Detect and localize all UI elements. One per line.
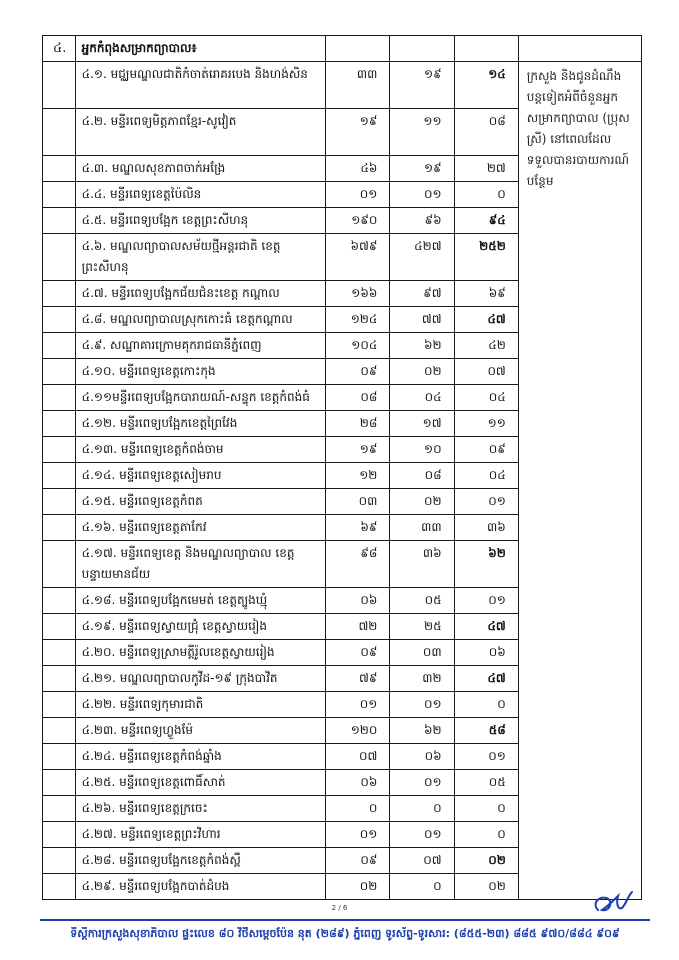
male-count: ០៧ [390, 848, 454, 874]
male-count: ១៧ [390, 411, 454, 437]
facility-name: ៤.៧. មន្ទីរពេទ្យបង្អែកជ័យជំនះខេត្ត កណ្តាល [75, 281, 326, 307]
facility-name: ៤.១៨. មន្ទីរពេទ្យបង្អែកមេមត់ ខេត្តត្បូងឃ្មុំ [75, 588, 326, 614]
row-number-cell [43, 822, 76, 848]
facility-name: ៤.១០. មន្ទីរពេទ្យខេត្តកោះកុង [75, 359, 326, 385]
female-count: ៩៤ [454, 208, 518, 234]
facility-name: ៤.២. មន្ទីរពេទ្យមិត្តភាពខ្មែរ-សូវៀត [75, 109, 326, 156]
male-count: ១៩ [390, 156, 454, 182]
female-count: ០៧ [454, 359, 518, 385]
total-count: ៧៩ [326, 666, 390, 692]
patients-table-body [43, 36, 642, 900]
male-count: ៣៦ [390, 541, 454, 588]
female-count: ១៤ [454, 62, 518, 109]
row-number-cell [43, 770, 76, 796]
row-number-cell [43, 437, 76, 463]
male-count: ០៣ [390, 640, 454, 666]
facility-name: ៤.៦. មណ្ឌលព្យាបាលសម័យថ្មីអន្តរជាតិ ខេត្តព្រះសីហនុ [75, 234, 326, 281]
total-count: ៩៨ [326, 541, 390, 588]
total-count: ០៣ [326, 489, 390, 515]
female-count: ០៤ [454, 463, 518, 489]
facility-name: ៤.៣. មណ្ឌលសុខភាពចាក់អង្រែ [75, 156, 326, 182]
row-number-cell [43, 281, 76, 307]
total-count: ០១ [326, 182, 390, 208]
male-count: ០៦ [390, 744, 454, 770]
row-number-cell [43, 307, 76, 333]
row-number-cell [43, 62, 76, 109]
female-count: ០៤ [454, 385, 518, 411]
row-number-cell [43, 359, 76, 385]
female-count: ០៥ [454, 770, 518, 796]
female-count: ១១ [454, 411, 518, 437]
facility-name: ៤.១២. មន្ទីរពេទ្យបង្អែកខេត្តព្រៃវែង [75, 411, 326, 437]
female-count: ៤៧ [454, 614, 518, 640]
facility-name: ៤.៤. មន្ទីរពេទ្យខេត្តប៉ៃលិន [75, 182, 326, 208]
male-count: ០ [390, 874, 454, 900]
row-number-cell [43, 666, 76, 692]
male-count: ០៤ [390, 385, 454, 411]
male-count: ១៩ [390, 62, 454, 109]
facility-name: ៤.១៥. មន្ទីរពេទ្យខេត្តកំពត [75, 489, 326, 515]
row-number-cell [43, 640, 76, 666]
facility-name: ៤.២៤. មន្ទីរពេទ្យខេត្តកំពង់ឆ្នាំង [75, 744, 326, 770]
total-count: ០៦ [326, 770, 390, 796]
facility-name: ៤.២៣. មន្ទីរពេទ្យហ្លួងម៉ែ [75, 718, 326, 744]
total-count: ៣៣ [326, 62, 390, 109]
female-count: ០២ [454, 874, 518, 900]
female-count: ០ [454, 822, 518, 848]
facility-name: ៤.២៥. មន្ទីរពេទ្យខេត្តពោធិ៍សាត់ [75, 770, 326, 796]
total-count: ១៩០ [326, 208, 390, 234]
male-count: ៦២ [390, 718, 454, 744]
total-count: ០២ [326, 874, 390, 900]
row-number-cell [43, 541, 76, 588]
facility-name: ៤.១៧. មន្ទីរពេទ្យខេត្ត និងមណ្ឌលព្យាបាល ខេត្តបន្ទាយមានជ័យ [75, 541, 326, 588]
female-count: ០៦ [454, 640, 518, 666]
female-count: ០ [454, 796, 518, 822]
facility-name: ៤.៩. សណ្ឋាគារក្រោមគុករាជធានីភ្នំពេញ [75, 333, 326, 359]
total-count: ១២០ [326, 718, 390, 744]
row-number-cell [43, 182, 76, 208]
patients-table [42, 35, 642, 900]
female-count: ០ [454, 692, 518, 718]
row-number-cell [43, 208, 76, 234]
male-count: ៦២ [390, 333, 454, 359]
total-count: ១២ [326, 463, 390, 489]
female-count: ៤២ [454, 333, 518, 359]
footer-address: ទីស្តីការក្រសួងសុខាភិបាល ផ្ទះលេខ ៨០ វិថីសម្តេចប៉ែន នុត (២៨៩) ភ្នំពេញ ទូរស័ព្ទ-ទូរសារ: (៨៥៥-២៣) ៨៨៥ ៩៧០/៨៨៤ ៩០៩ [70, 927, 620, 940]
section-note: ក្រសួង និងជូនដំណឹងបន្តទៀតអំពីចំនួនអ្នកសម្រាកព្យាបាល (ប្រុស ស្រី) នៅពេលដែលទទួលបានរបាយការណ៍បន្ថែម [518, 62, 641, 900]
total-count: ១២៤ [326, 307, 390, 333]
facility-name: ៤.៨. មណ្ឌលព្យាបាលស្រុកកោះធំ ខេត្តកណ្តាល [75, 307, 326, 333]
female-count: ៣៦ [454, 515, 518, 541]
total-count: ០៩ [326, 640, 390, 666]
total-count: ១៦៦ [326, 281, 390, 307]
female-count: ៦៩ [454, 281, 518, 307]
total-count: ៧២ [326, 614, 390, 640]
male-count: ០៨ [390, 463, 454, 489]
row-number-cell [43, 333, 76, 359]
row-number-cell [43, 463, 76, 489]
total-count: ៦៧៩ [326, 234, 390, 281]
facility-name: ៤.២៧. មន្ទីរពេទ្យខេត្តព្រះវិហារ [75, 822, 326, 848]
female-count: ០៨ [454, 109, 518, 156]
section-title-row [43, 36, 642, 62]
row-number-cell [43, 718, 76, 744]
male-count: ០១ [390, 822, 454, 848]
female-count: ០១ [454, 744, 518, 770]
facility-name: ៤.១៩. មន្ទីរពេទ្យស្វាយជ្រុំ ខេត្តស្វាយរៀង [75, 614, 326, 640]
section-title: អ្នកកំពុងសម្រាកព្យាបាល៖ [75, 36, 326, 62]
facility-name: ៤.២៦. មន្ទីរពេទ្យខេត្តក្រចេះ [75, 796, 326, 822]
total-count: ០១ [326, 822, 390, 848]
total-count: ១៩ [326, 437, 390, 463]
row-number-cell [43, 744, 76, 770]
empty-cell [454, 36, 518, 62]
male-count: ៩៧ [390, 281, 454, 307]
footer-divider [40, 919, 650, 921]
total-count: ២៨ [326, 411, 390, 437]
total-count: ៤៦ [326, 156, 390, 182]
male-count: ៩៦ [390, 208, 454, 234]
male-count: ០២ [390, 489, 454, 515]
facility-name: ៤.២០. មន្ទីរពេទ្យស្រាមត្តីរ៉ូលខេត្តស្វាយរៀង [75, 640, 326, 666]
row-number-cell [43, 796, 76, 822]
facility-name: ៤.២២. មន្ទីរពេទ្យកុមារជាតិ [75, 692, 326, 718]
facility-name: ៤.៥. មន្ទីរពេទ្យបង្អែក ខេត្តព្រះសីហនុ [75, 208, 326, 234]
total-count: ១៩ [326, 109, 390, 156]
male-count: ១០ [390, 437, 454, 463]
female-count: ០១ [454, 588, 518, 614]
facility-name: ៤.១៣. មន្ទីរពេទ្យខេត្តកំពង់ចាម [75, 437, 326, 463]
total-count: ០១ [326, 692, 390, 718]
total-count: ០៧ [326, 744, 390, 770]
empty-cell [390, 36, 454, 62]
facility-name: ៤.១៦. មន្ទីរពេទ្យខេត្តតាកែវ [75, 515, 326, 541]
male-count: ០១ [390, 692, 454, 718]
female-count: ២៧ [454, 156, 518, 182]
male-count: ៣៣ [390, 515, 454, 541]
facility-name: ៤.១១មន្ទីរពេទ្យបង្អែកបារាយណ៍-សន្ទុក ខេត្តកំពង់ធំ [75, 385, 326, 411]
total-count: ១០៤ [326, 333, 390, 359]
male-count: ០២ [390, 359, 454, 385]
female-count: ៤៧ [454, 307, 518, 333]
male-count: ០ [390, 796, 454, 822]
facility-name: ៤.១. មជ្ឈមណ្ឌលជាតិកំចាត់រោគរបេង និងហង់សិន [75, 62, 326, 109]
female-count: ០១ [454, 489, 518, 515]
row-number-cell [43, 874, 76, 900]
male-count: ៧៧ [390, 307, 454, 333]
facility-name: ៤.២៨. មន្ទីរពេទ្យបង្អែកខេត្តកំពង់ស្ពឺ [75, 848, 326, 874]
section-number: ៤. [43, 36, 76, 62]
row-number-cell [43, 692, 76, 718]
male-count: ០១ [390, 770, 454, 796]
facility-name: ៤.២១. មណ្ឌលព្យាបាលកូវីដ-១៩ ក្រុងបាវិត [75, 666, 326, 692]
row-number-cell [43, 489, 76, 515]
page-number: 2 / 6 [331, 904, 348, 912]
row-number-cell [43, 588, 76, 614]
total-count: ០៦ [326, 588, 390, 614]
facility-name: ៤.២៩. មន្ទីរពេទ្យបង្អែកបាត់ដំបង [75, 874, 326, 900]
female-count: ០ [454, 182, 518, 208]
male-count: ៤២៧ [390, 234, 454, 281]
total-count: ០៩ [326, 848, 390, 874]
male-count: ២៥ [390, 614, 454, 640]
empty-cell [518, 36, 641, 62]
total-count: ០៩ [326, 359, 390, 385]
row-number-cell [43, 614, 76, 640]
female-count: ០៩ [454, 437, 518, 463]
male-count: ០៥ [390, 588, 454, 614]
total-count: ០ [326, 796, 390, 822]
row-number-cell [43, 234, 76, 281]
female-count: ៥៨ [454, 718, 518, 744]
row-number-cell [43, 156, 76, 182]
female-count: ០២ [454, 848, 518, 874]
male-count: ១១ [390, 109, 454, 156]
empty-cell [326, 36, 390, 62]
row-number-cell [43, 385, 76, 411]
male-count: ៣២ [390, 666, 454, 692]
row-number-cell [43, 109, 76, 156]
female-count: ២៥២ [454, 234, 518, 281]
signature-mark [588, 886, 636, 920]
total-count: ៦៩ [326, 515, 390, 541]
table-row [43, 62, 642, 109]
row-number-cell [43, 411, 76, 437]
total-count: ០៨ [326, 385, 390, 411]
row-number-cell [43, 848, 76, 874]
female-count: ៤៧ [454, 666, 518, 692]
female-count: ៦២ [454, 541, 518, 588]
row-number-cell [43, 515, 76, 541]
male-count: ០១ [390, 182, 454, 208]
facility-name: ៤.១៤. មន្ទីរពេទ្យខេត្តសៀមរាប [75, 463, 326, 489]
